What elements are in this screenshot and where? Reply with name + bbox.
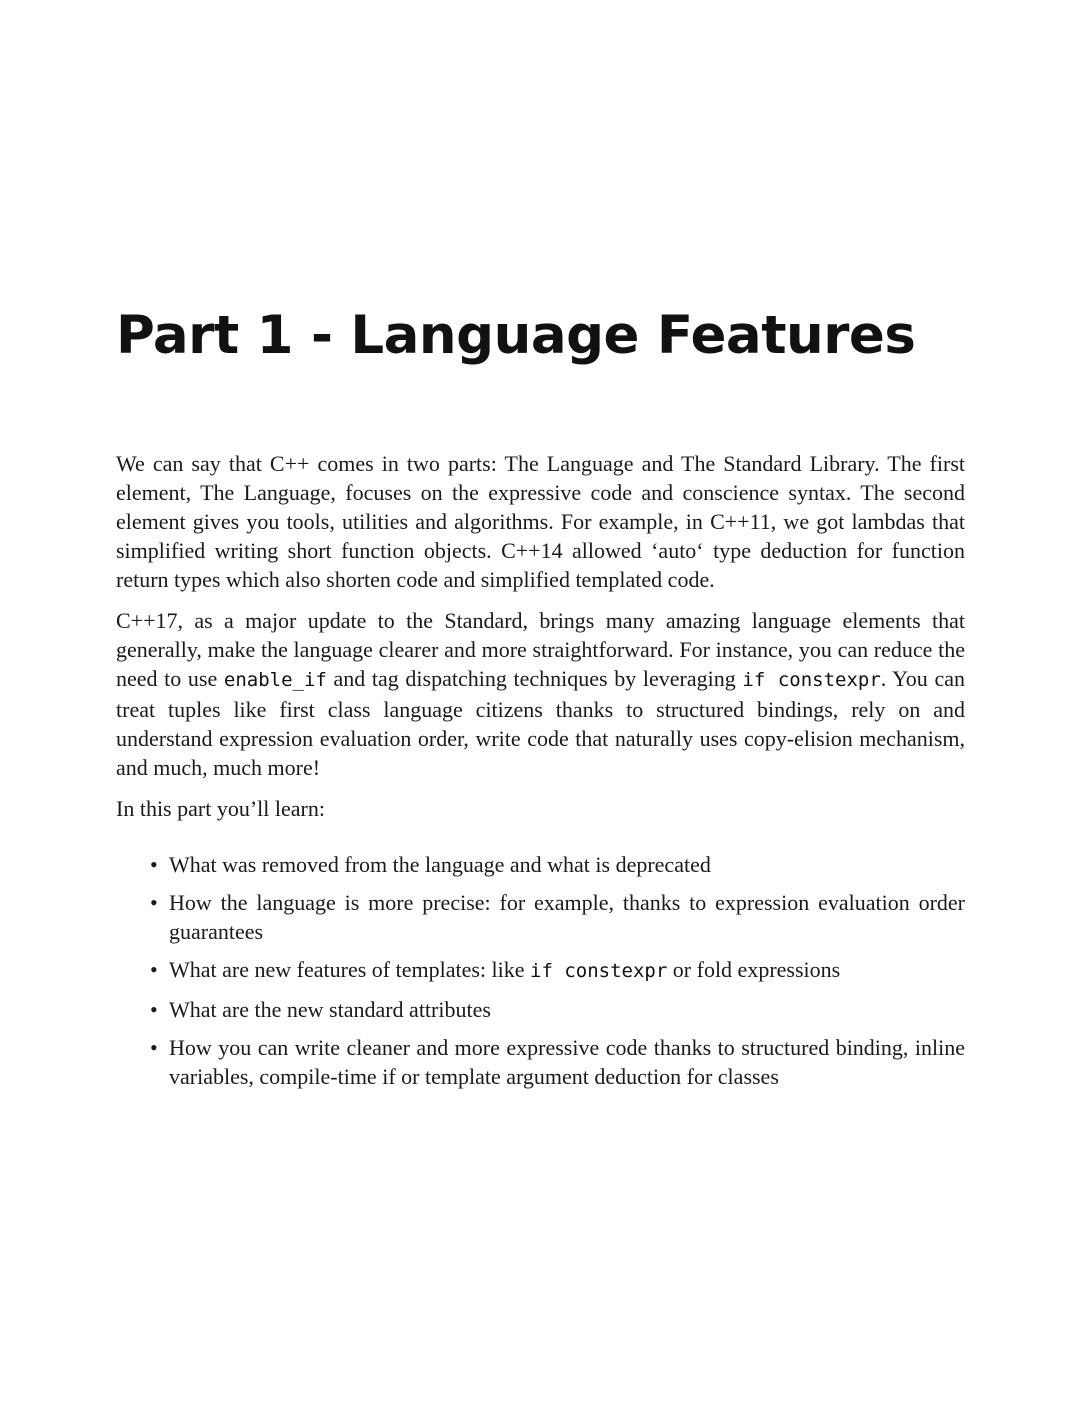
code-if-constexpr: if constexpr — [742, 669, 881, 691]
intro-paragraph-1: We can say that C++ comes in two parts: The Language and The Standard Library. The first element, The Language, focuses on the expressive code and conscience syntax. The second element gives you tools, utilities and algorithms. For example, in C++11, we got lambdas that simplified writing short function objects. C++14 allowed ‘auto‘ type deduction for function return types which also shorten code and simplified templated code. — [116, 451, 965, 592]
part-title: Part 1 - Language Features — [116, 305, 916, 366]
paragraph-2-text-2: and tag dispatching techniques by leveraging — [326, 666, 743, 691]
bullet-icon: • — [150, 957, 158, 982]
list-item — [150, 850, 965, 879]
list-item-text: How you can write cleaner and more expressive code thanks to structured binding, inline variables, compile-time if or template argument deduction for classes — [169, 1035, 965, 1089]
list-item — [150, 995, 965, 1024]
paragraph-2-text-3: . You can treat tuples like first class language citizens thanks to structured bindings, rely on and understand expression evaluation order, write code that naturally uses copy-elision mechanism, and much, much more! — [116, 666, 965, 780]
list-item — [150, 955, 965, 986]
learn-list — [116, 850, 965, 1091]
list-item-text: What are the new standard attributes — [169, 997, 491, 1022]
list-item-text: What are new features of templates: like — [169, 957, 531, 982]
bullet-icon: • — [150, 997, 158, 1022]
code-enable-if: enable_if — [223, 669, 327, 691]
body-text — [116, 449, 965, 1100]
bullet-icon: • — [150, 852, 158, 877]
list-item-text: or fold expressions — [667, 957, 841, 982]
bullet-icon: • — [150, 1035, 158, 1060]
intro-paragraph-2 — [116, 606, 965, 782]
paragraph-2-text-1: C++17, as a major update to the Standard, brings many amazing language elements that generally, make the language clearer and more straightforward. For instance, you can reduce the need to use — [116, 608, 965, 691]
list-item-text: How the language is more precise: for example, thanks to expression evaluation order guarantees — [169, 890, 965, 944]
list-item — [150, 888, 965, 946]
list-item-text: What was removed from the language and what is deprecated — [169, 852, 711, 877]
learn-intro: In this part you’ll learn: — [116, 796, 325, 821]
list-item — [150, 1033, 965, 1091]
bullet-icon: • — [150, 890, 158, 915]
code-if-constexpr: if constexpr — [530, 960, 668, 982]
